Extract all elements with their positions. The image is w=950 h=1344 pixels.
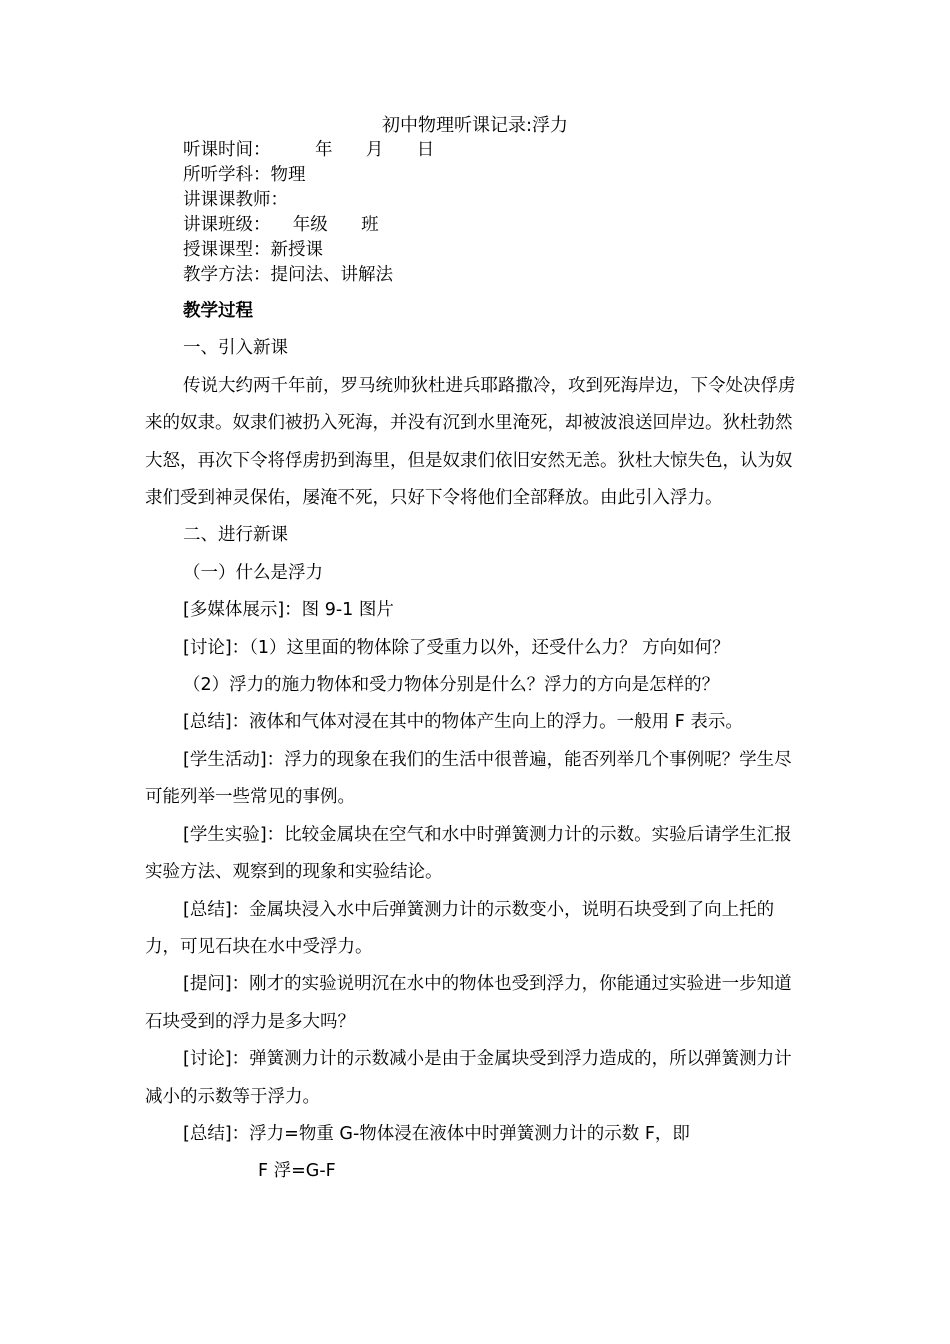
paragraph-multimedia: [多媒体展示]：图 9-1 图片 bbox=[183, 600, 394, 621]
paragraph-discussion-1: [讨论]：（1）这里面的物体除了受重力以外，还受什么力？ 方向如何？ bbox=[183, 637, 730, 658]
paragraph-summary-1: [总结]：液体和气体对浸在其中的物体产生向上的浮力。一般用 F 表示。 bbox=[183, 712, 743, 733]
buoyancy-formula: F 浮=G-F bbox=[258, 1161, 336, 1182]
subheading-what-is-buoyancy: （一）什么是浮力 bbox=[183, 562, 323, 583]
paragraph-student-experiment: [学生实验]：比较金属块在空气和水中时弹簧测力计的示数。实验后请学生汇报实验方法、观察到的现象和实验结论。 bbox=[145, 824, 792, 883]
meta-method: 教学方法：提问法、讲解法 bbox=[183, 265, 393, 285]
paragraph-student-activity: [学生活动]：浮力的现象在我们的生活中很普遍，能否列举几个事例呢？学生尽可能列举一些常见的事例。 bbox=[145, 749, 792, 808]
paragraph-discussion-3: [讨论]：弹簧测力计的示数减小是由于金属块受到浮力造成的，所以弹簧测力计减小的示数等于浮力。 bbox=[145, 1049, 792, 1107]
paragraph-summary-3: [总结]：浮力=物重 G-物体浸在液体中时弹簧测力计的示数 F，即 bbox=[183, 1123, 690, 1144]
paragraph-story: 传说大约两千年前，罗马统帅狄杜进兵耶路撒冷，攻到死海岸边，下令处决俘虏来的奴隶。奴隶们被扔入死海，并没有沉到水里淹死，却被波浪送回岸边。狄杜勃然大怒，再次下令将俘虏扔到海里，但是奴隶们依旧安然无恙。狄杜大惊失色，认为奴隶们受到神灵保佑，屡淹不死，只好下令将他们全部释放。由此引入浮力。 bbox=[145, 375, 796, 509]
meta-teacher: 讲课课教师： bbox=[183, 190, 288, 210]
document-body bbox=[145, 293, 807, 1191]
document-title: 初中物理听课记录:浮力 bbox=[381, 115, 569, 136]
paragraph-discussion-2: （2）浮力的施力物体和受力物体分别是什么？浮力的方向是怎样的？ bbox=[183, 675, 720, 696]
subheading-intro: 一、引入新课 bbox=[183, 338, 288, 359]
meta-lesson-type: 授课课型：新授课 bbox=[183, 240, 323, 260]
lesson-meta bbox=[183, 138, 803, 288]
meta-subject: 所听学科：物理 bbox=[183, 165, 306, 185]
paragraph-question: [提问]：刚才的实验说明沉在水中的物体也受到浮力，你能通过实验进一步知道石块受到的浮力是多大吗？ bbox=[145, 974, 792, 1032]
section-heading: 教学过程 bbox=[183, 301, 253, 321]
meta-time: 听课时间： 年 月 日 bbox=[183, 140, 435, 160]
paragraph-summary-2: [总结]：金属块浸入水中后弹簧测力计的示数变小，说明石块受到了向上托的力，可见石块在水中受浮力。 bbox=[145, 899, 775, 957]
meta-class: 讲课班级： 年级 班 bbox=[183, 215, 379, 235]
subheading-new-lesson: 二、进行新课 bbox=[183, 525, 288, 546]
